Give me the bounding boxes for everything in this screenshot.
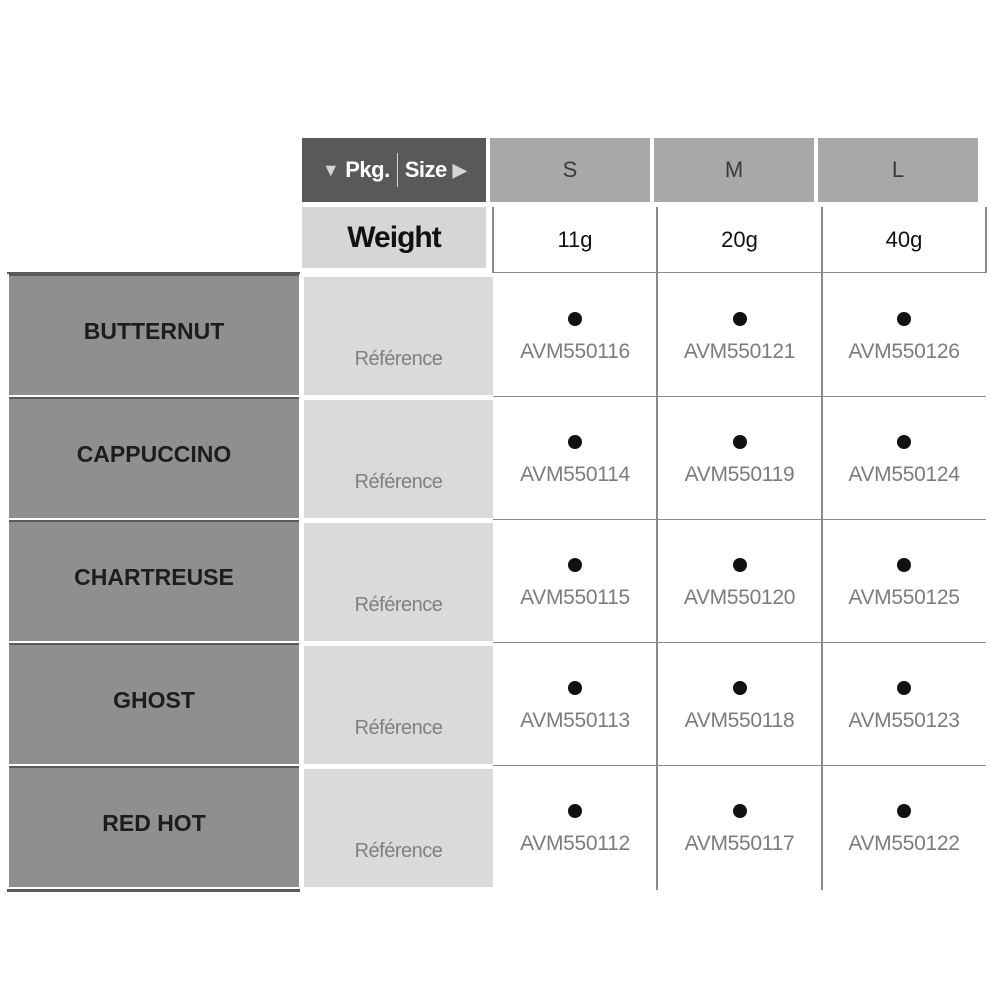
dot-icon bbox=[733, 804, 747, 818]
ref-cell bbox=[822, 643, 986, 766]
weight-value-m: 20g bbox=[657, 207, 822, 273]
ref-code: AVM550114 bbox=[520, 463, 630, 486]
dot-icon bbox=[568, 681, 582, 695]
ref-cell bbox=[657, 520, 822, 643]
dot-icon bbox=[733, 558, 747, 572]
weight-value-s: 11g bbox=[493, 207, 657, 273]
weight-label: Weight bbox=[302, 207, 486, 268]
ref-cell bbox=[822, 520, 986, 643]
ref-code: AVM550120 bbox=[683, 586, 796, 609]
ref-code: AVM550125 bbox=[848, 586, 960, 609]
column-divider bbox=[492, 207, 494, 273]
ref-cell bbox=[657, 766, 822, 889]
ref-cell bbox=[822, 274, 986, 397]
dot-icon bbox=[733, 435, 747, 449]
dot-icon bbox=[897, 558, 911, 572]
row-name: BUTTERNUT bbox=[9, 274, 299, 395]
row-name: CHARTREUSE bbox=[9, 520, 299, 641]
ref-cell bbox=[657, 274, 822, 397]
ref-code: AVM550122 bbox=[848, 832, 960, 855]
ref-code: AVM550117 bbox=[684, 832, 795, 855]
weight-value-l: 40g bbox=[822, 207, 986, 273]
row-name: GHOST bbox=[9, 643, 299, 764]
reference-label: Référence bbox=[304, 277, 493, 395]
table-bottom-rule bbox=[7, 889, 300, 892]
ref-cell bbox=[493, 520, 657, 643]
pkg-size-header bbox=[302, 138, 486, 202]
ref-code: AVM550113 bbox=[520, 709, 630, 732]
triangle-down-icon: ▼ bbox=[321, 159, 340, 180]
column-divider bbox=[985, 207, 987, 273]
size-label: Size bbox=[404, 157, 447, 182]
size-header-l: L bbox=[818, 138, 978, 202]
reference-label: Référence bbox=[304, 769, 493, 887]
row-name: CAPPUCCINO bbox=[9, 397, 299, 518]
reference-label: Référence bbox=[304, 400, 493, 518]
ref-code: AVM550112 bbox=[520, 832, 630, 855]
ref-cell bbox=[822, 766, 986, 889]
dot-icon bbox=[733, 681, 747, 695]
dot-icon bbox=[568, 312, 582, 326]
triangle-right-icon: ▶ bbox=[452, 159, 467, 180]
reference-label: Référence bbox=[304, 646, 493, 764]
dot-icon bbox=[568, 558, 582, 572]
size-header-m: M bbox=[654, 138, 814, 202]
row-name: RED HOT bbox=[9, 766, 299, 887]
reference-label: Référence bbox=[304, 523, 493, 641]
ref-cell bbox=[657, 397, 822, 520]
ref-code: AVM550116 bbox=[520, 340, 630, 363]
ref-cell bbox=[493, 274, 657, 397]
ref-code: AVM550118 bbox=[684, 709, 795, 732]
dot-icon bbox=[897, 435, 911, 449]
dot-icon bbox=[568, 804, 582, 818]
ref-cell bbox=[657, 643, 822, 766]
ref-code: AVM550119 bbox=[684, 463, 795, 486]
ref-cell bbox=[493, 397, 657, 520]
column-divider bbox=[656, 207, 658, 890]
size-header-s: S bbox=[490, 138, 650, 202]
dot-icon bbox=[897, 804, 911, 818]
ref-code: AVM550121 bbox=[683, 340, 796, 363]
ref-code: AVM550126 bbox=[848, 340, 960, 363]
pkg-label: Pkg. bbox=[345, 157, 390, 182]
ref-code: AVM550115 bbox=[520, 586, 630, 609]
ref-code: AVM550123 bbox=[848, 709, 960, 732]
column-divider bbox=[821, 207, 823, 890]
dot-icon bbox=[733, 312, 747, 326]
ref-cell bbox=[493, 643, 657, 766]
ref-cell bbox=[493, 766, 657, 889]
ref-code: AVM550124 bbox=[848, 463, 960, 486]
dot-icon bbox=[897, 681, 911, 695]
header-divider bbox=[397, 153, 398, 187]
dot-icon bbox=[568, 435, 582, 449]
dot-icon bbox=[897, 312, 911, 326]
ref-cell bbox=[822, 397, 986, 520]
